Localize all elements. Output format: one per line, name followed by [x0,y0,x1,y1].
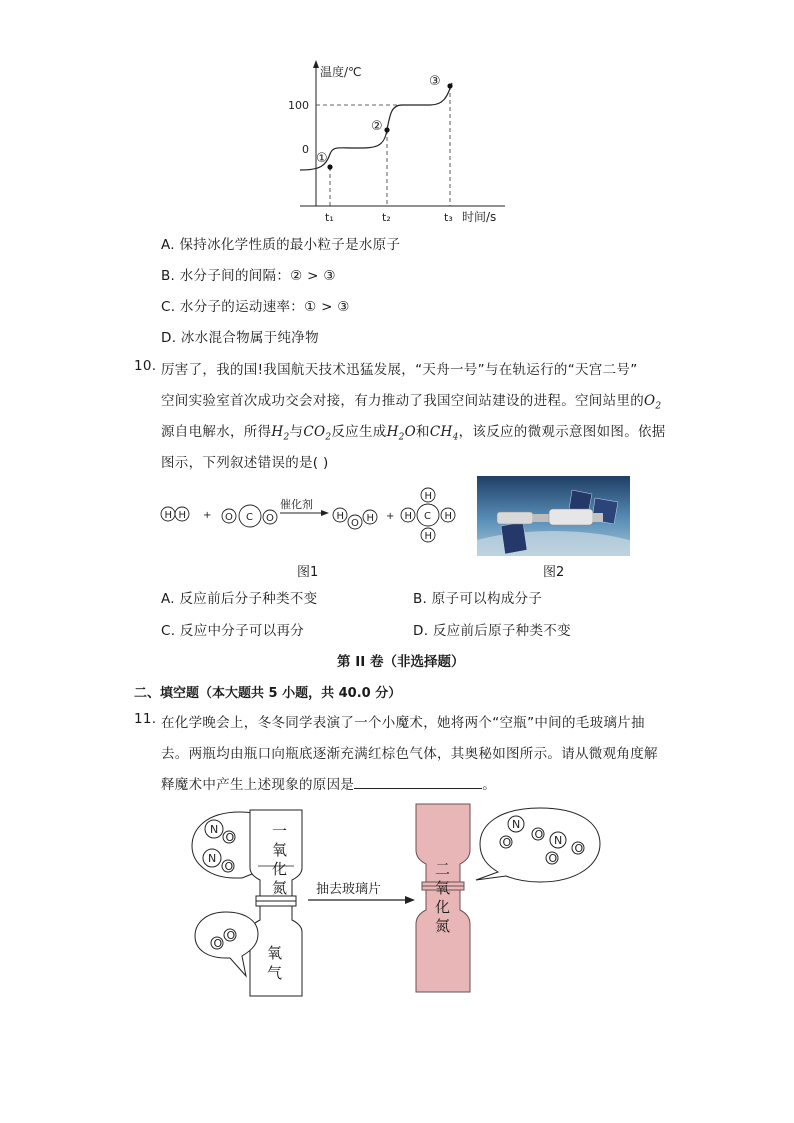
graph-xlabel: 时间/s [462,210,497,224]
q11-line2: 去。两瓶均由瓶口向瓶底逐渐充满红棕色气体，其奥秘如图所示。请从微观角度解 [161,746,658,762]
q10-o2-sub: 2 [655,401,662,412]
ch4-molecule [401,488,455,542]
svg-text:H: H [444,511,453,522]
q10-line3 [161,420,666,443]
q11-line1: 在化学晚会上，冬冬同学表演了一个小魔术，她将两个“空瓶”中间的毛玻璃片抽 [161,715,645,731]
q10-h2-sub: 2 [283,432,290,443]
svg-text:O: O [266,513,274,524]
no2-molecule-bubble [476,808,600,882]
label-no2-char-2: 氧 [435,879,451,897]
reaction-diagram [155,483,465,548]
svg-text:O: O [226,929,236,942]
q10-line3-d: 和 [416,424,430,440]
graph-ytick-0: 0 [302,143,309,156]
svg-text:H: H [164,510,173,521]
q9-option-c: C. 水分子的运动速率：① > ③ [161,299,350,315]
q10-co2-sub: 2 [325,432,332,443]
fig2-caption: 图2 [543,565,565,580]
label-no-char-4: 氮 [272,879,288,897]
svg-text:N: N [554,834,563,847]
q10-line3-a: 源自电解水，所得 [161,424,272,440]
q11-line3 [161,773,496,793]
svg-text:N: N [208,852,217,865]
q10-number: 10. [134,358,157,374]
q9-option-d: D. 冰水混合物属于纯净物 [161,330,319,346]
q10-line3-b: 与 [289,424,304,440]
q11-line3-end: 。 [482,777,497,793]
q10-option-b: B. 原子可以构成分子 [413,591,543,607]
label-no-char-1: 一 [272,822,288,840]
svg-text:C: C [424,511,431,522]
o2-molecule-bubble [195,912,258,976]
h2o-molecule [333,508,377,529]
graph-xtick-t1: t₁ [325,211,334,224]
svg-text:+: + [386,511,395,522]
label-no-char-3: 化 [272,860,288,878]
graph-ylabel: 温度/℃ [320,65,362,79]
graph-xtick-t2: t₂ [382,211,391,224]
graph-point-1: ① [316,151,328,166]
bottle-diagram [180,800,620,1000]
q10-h2o-o: O [404,424,417,440]
svg-text:O: O [351,518,359,529]
svg-text:O: O [225,512,233,523]
q9-option-b: B. 水分子间的间隔：② > ③ [161,268,336,284]
q10-line1: 厉害了，我的国!我国航天技术迅猛发展，“天舟一号”与在轨运行的“天宫二号” [161,362,638,378]
q10-co2: CO [303,424,326,440]
q10-option-d: D. 反应前后原子种类不变 [413,623,571,639]
label-o2-char-2: 气 [267,964,283,982]
q9-option-a: A. 保持冰化学性质的最小粒子是水原子 [161,237,401,253]
svg-text:O: O [224,860,234,873]
label-no2-char-1: 二 [435,860,451,878]
q10-h2o-sub: 2 [398,432,405,443]
svg-text:O: O [548,852,558,865]
label-no-char-2: 氧 [272,841,288,859]
graph-point-2: ② [371,119,383,134]
q10-line3-e: ，该反应的微观示意图如图。依据 [458,424,666,440]
temperature-time-graph [280,58,520,228]
label-o2-char-1: 氧 [267,944,283,962]
graph-ytick-100: 100 [288,99,309,112]
svg-text:H: H [366,513,375,524]
plus-sign: + [203,510,212,521]
svg-text:O: O [502,836,512,849]
h2-molecule [161,507,189,521]
svg-text:O: O [225,831,235,844]
q10-h2: H [271,424,284,440]
q10-option-c: C. 反应中分子可以再分 [161,623,305,639]
q10-option-a: A. 反应前后分子种类不变 [161,591,318,607]
section-heading: 二、填空题（本大题共 5 小题，共 40.0 分） [134,686,402,701]
graph-xtick-t3: t₃ [444,211,453,224]
q11-number: 11. [134,711,157,727]
q10-line2 [161,389,661,412]
svg-text:O: O [534,828,544,841]
svg-text:O: O [574,842,584,855]
q10-ch4: CH [429,424,453,440]
q10-line3-c: 反应生成 [331,424,387,440]
svg-text:N: N [512,818,521,831]
svg-text:H: H [336,511,345,522]
svg-text:H: H [404,511,413,522]
q10-o2-formula: O [644,393,656,409]
arrow-label: 抽去玻璃片 [316,882,382,897]
svg-text:H: H [424,531,433,542]
q10-line2-text: 空间实验室首次成功交会对接，有力推动了我国空间站建设的进程。空间站里的 [161,393,644,409]
fig1-caption: 图1 [297,565,319,580]
svg-text:O: O [213,937,223,950]
q11-line3-text: 释魔术中产生上述现象的原因是 [161,777,355,793]
q10-h2o: H [386,424,399,440]
co2-molecule [222,505,277,527]
catalyst-label: 催化剂 [280,498,313,511]
svg-text:H: H [178,510,187,521]
volume-title: 第 II 卷（非选择题） [337,654,465,670]
svg-text:H: H [424,491,433,502]
label-no2-char-4: 氮 [435,917,451,935]
answer-blank[interactable] [354,776,482,789]
svg-text:N: N [210,823,219,836]
svg-text:C: C [246,512,253,523]
graph-point-3: ③ [429,74,441,89]
space-station-photo [477,476,630,556]
q10-line4: 图示，下列叙述错误的是( ) [161,455,329,471]
label-no2-char-3: 化 [435,898,451,916]
q10-ch4-sub: 4 [452,432,459,443]
